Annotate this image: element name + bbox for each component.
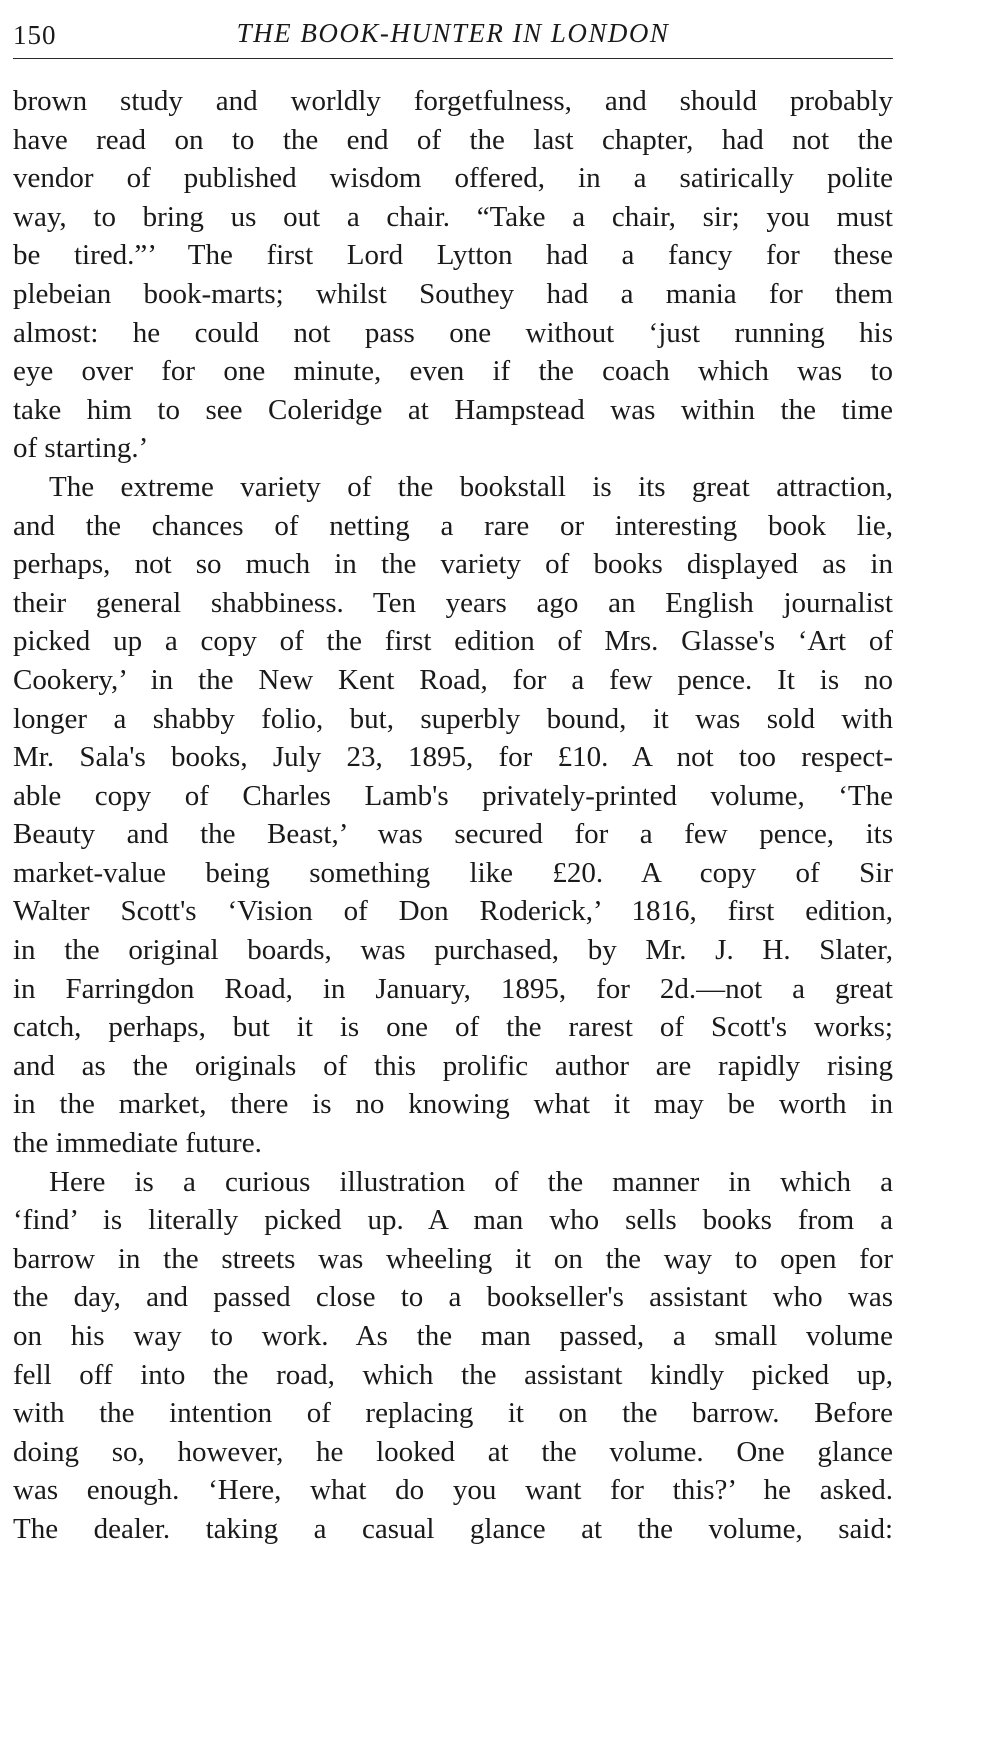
text-line: plebeian book-marts; whilst Southey had a mania for them (13, 277, 893, 310)
text-line: barrow in the streets was wheeling it on the way to open for (13, 1242, 893, 1275)
text-line: longer a shabby folio, but, superbly bound, it was sold with (13, 702, 893, 735)
text-line: eye over for one minute, even if the coach which was to (13, 355, 893, 388)
text-line: their general shabbiness. Ten years ago an English journalist (13, 586, 893, 619)
text-line: on his way to work. As the man passed, a small volume (13, 1320, 893, 1352)
text-line: Here is a curious illustration of the manner in which a (49, 1165, 893, 1198)
text-line: way, to bring us out a chair. “Take a chair, sir; you must (13, 200, 893, 233)
text-line: with the intention of replacing it on the barrow. Before (13, 1397, 893, 1430)
paragraph-2 (13, 468, 893, 1163)
paragraph-1 (13, 82, 893, 468)
text-line: perhaps, not so much in the variety of books displayed as in (13, 548, 893, 581)
text-line: catch, perhaps, but it is one of the rarest of Scott's works; (13, 1011, 893, 1044)
text-line: and as the originals of this prolific author are rapidly rising (13, 1049, 893, 1082)
text-line: ‘find’ is literally picked up. A man who sells books from a (13, 1204, 893, 1237)
text-line: of starting.’ (13, 432, 149, 465)
page-number: 150 (13, 20, 57, 50)
text-line: the immediate future. (13, 1127, 262, 1160)
text-line: Mr. Sala's books, July 23, 1895, for £10. A not too respect- (13, 741, 893, 774)
text-line: have read on to the end of the last chapter, had not the (13, 123, 893, 156)
text-line: Beauty and the Beast,’ was secured for a few pence, its (13, 818, 893, 851)
text-line: be tired.”’ The first Lord Lytton had a fancy for these (13, 239, 893, 272)
text-line: in the market, there is no knowing what it may be worth in (13, 1088, 893, 1121)
text-line: the day, and passed close to a bookseller's assistant who was (13, 1281, 893, 1314)
text-line: in Farringdon Road, in January, 1895, for 2d.—not a great (13, 972, 893, 1005)
text-line: The extreme variety of the bookstall is its great attraction, (49, 470, 893, 503)
text-line: picked up a copy of the first edition of Mrs. Glasse's ‘Art of (13, 625, 893, 658)
text-line: vendor of published wisdom offered, in a satirically polite (13, 162, 893, 195)
text-line: in the original boards, was purchased, by Mr. J. H. Slater, (13, 934, 893, 967)
paragraph-3 (13, 1163, 893, 1549)
text-line: market-value being something like £20. A copy of Sir (13, 856, 893, 889)
running-head (13, 18, 893, 59)
body-text (13, 82, 893, 1549)
text-line: Walter Scott's ‘Vision of Don Roderick,’ 1816, first edition, (13, 895, 893, 928)
text-line: was enough. ‘Here, what do you want for this?’ he asked. (13, 1474, 893, 1507)
text-line: Cookery,’ in the New Kent Road, for a few pence. It is no (13, 663, 893, 696)
text-line: able copy of Charles Lamb's privately-printed volume, ‘The (13, 779, 893, 812)
text-line: brown study and worldly forgetfulness, and should probably (13, 85, 893, 117)
text-line: doing so, however, he looked at the volume. One glance (13, 1435, 893, 1468)
text-line: and the chances of netting a rare or interesting book lie, (13, 509, 893, 542)
text-line: fell off into the road, which the assistant kindly picked up, (13, 1358, 893, 1391)
text-line: The dealer. taking a casual glance at the volume, said: (13, 1512, 893, 1545)
book-page (13, 0, 893, 1761)
running-title: THE BOOK-HUNTER IN LONDON (236, 18, 670, 48)
text-line: take him to see Coleridge at Hampstead was within the time (13, 393, 893, 426)
text-line: almost: he could not pass one without ‘just running his (13, 316, 893, 349)
